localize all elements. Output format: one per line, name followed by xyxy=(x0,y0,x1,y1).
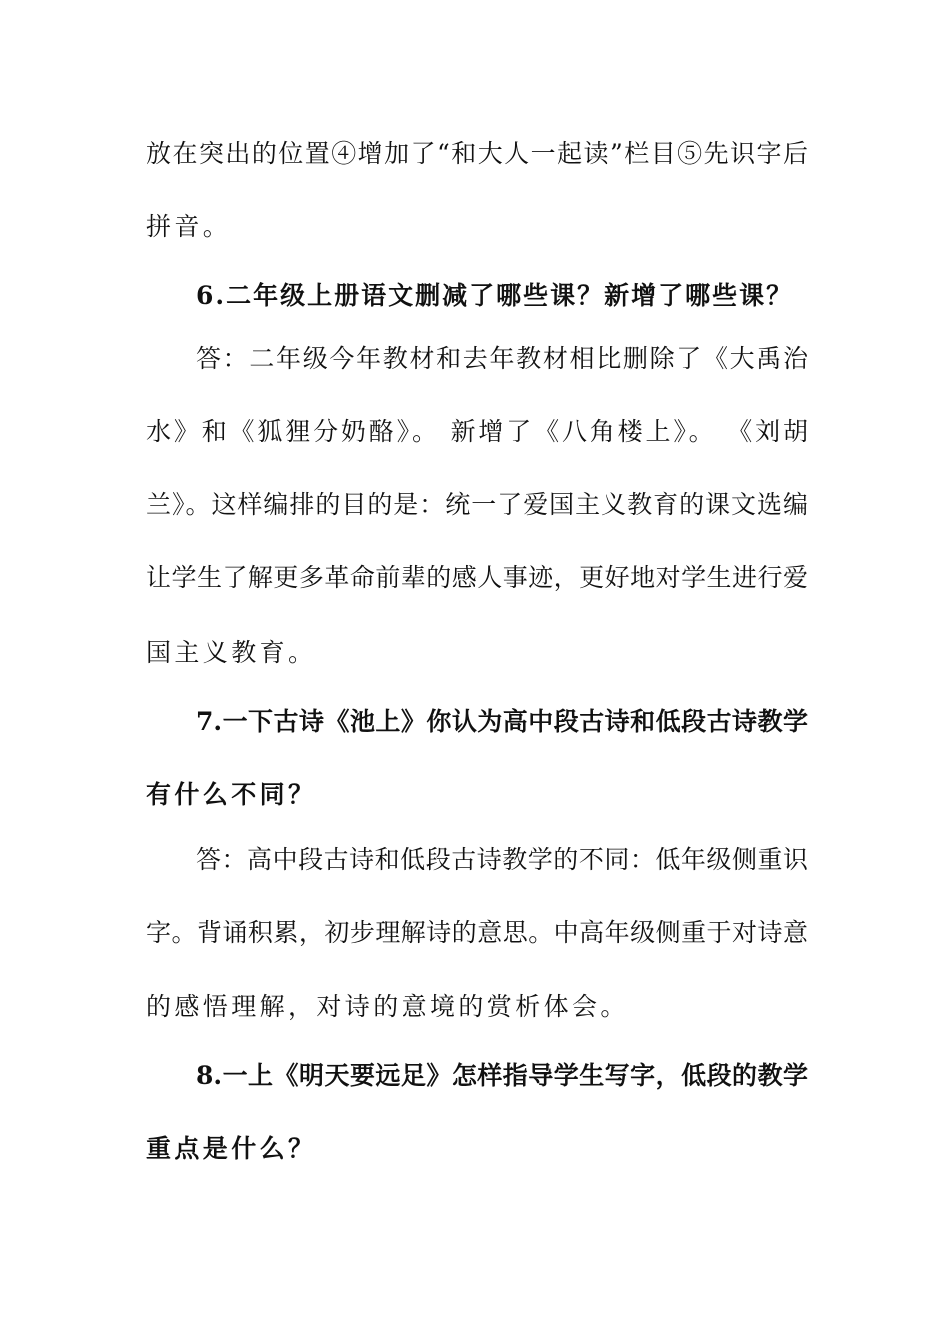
question-heading: 重点是什么？ xyxy=(146,1134,317,1163)
answer-text-line: 答：高中段古诗和低段古诗教学的不同：低年级侧重识 xyxy=(196,845,808,874)
answer-text-line: 让学生了解更多革命前辈的感人事迹，更好地对学生进行爱 xyxy=(146,563,808,592)
question-heading: 7.一下古诗《池上》你认为高中段古诗和低段古诗教学 xyxy=(196,707,808,736)
body-text-line: 拼音。 xyxy=(146,212,232,241)
question-heading: 有什么不同？ xyxy=(146,780,317,809)
answer-text-line: 答：二年级今年教材和去年教材相比删除了《大禹治 xyxy=(196,344,808,373)
answer-text-line: 水》和《狐狸分奶酪》。 新增了《八角楼上》。 《刘胡 xyxy=(146,417,808,446)
answer-text-line: 国主义教育。 xyxy=(146,638,317,667)
answer-text-line: 字。背诵积累，初步理解诗的意思。中高年级侧重于对诗意 xyxy=(146,918,808,947)
answer-text-line: 兰》。这样编排的目的是：统一了爱国主义教育的课文选编 xyxy=(146,490,808,519)
question-heading: 8.一上《明天要远足》怎样指导学生写字，低段的教学 xyxy=(196,1061,808,1090)
question-heading: 6.二年级上册语文删减了哪些课？新增了哪些课？ xyxy=(196,281,794,310)
body-text-line: 放在突出的位置④增加了“和大人一起读”栏目⑤先识字后 xyxy=(146,139,808,168)
answer-text-line: 的感悟理解，对诗的意境的赏析体会。 xyxy=(146,992,629,1021)
